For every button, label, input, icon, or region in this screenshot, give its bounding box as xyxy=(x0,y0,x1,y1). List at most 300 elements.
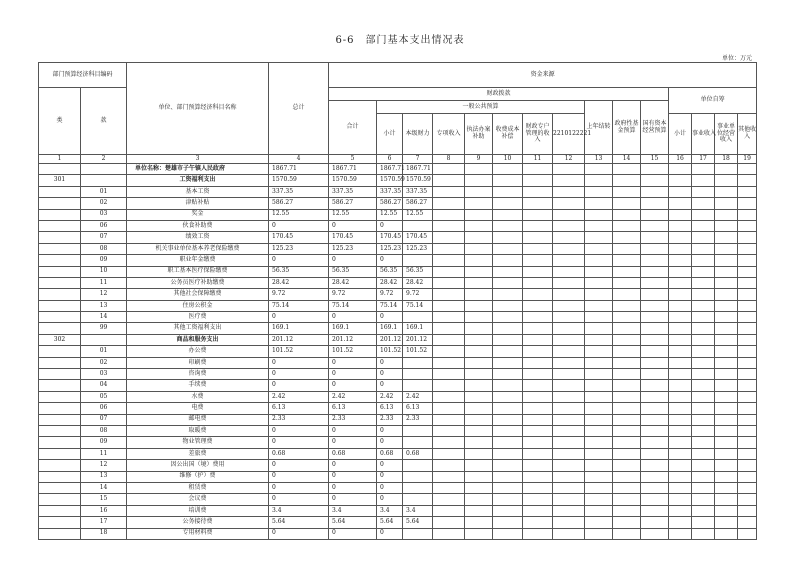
row-value-cell: 0 xyxy=(329,460,377,471)
row-value-cell: 0 xyxy=(377,369,403,380)
row-value-cell xyxy=(613,198,641,209)
row-value-cell xyxy=(465,369,493,380)
row-value-cell: 125.23 xyxy=(377,243,403,254)
row-value-cell xyxy=(585,471,613,482)
row-value-cell: 1867.71 xyxy=(329,164,377,175)
row-value-cell xyxy=(715,300,738,311)
header-fakuan: 执法办案补助 xyxy=(465,114,493,155)
row-lei xyxy=(39,425,81,436)
row-value-cell xyxy=(465,414,493,425)
row-value-cell: 1570.59 xyxy=(269,175,329,186)
row-value-cell xyxy=(553,209,585,220)
row-value-cell: 2.33 xyxy=(269,414,329,425)
row-value-cell xyxy=(585,232,613,243)
row-lei xyxy=(39,312,81,323)
row-value-cell xyxy=(553,243,585,254)
row-lei: 302 xyxy=(39,334,81,345)
row-value-cell: 0 xyxy=(269,220,329,231)
row-value-cell xyxy=(433,494,465,505)
row-value-cell xyxy=(692,312,715,323)
column-index-cell: 9 xyxy=(465,155,493,164)
row-value-cell: 12.55 xyxy=(377,209,403,220)
header-own-subtotal: 小计 xyxy=(669,114,692,155)
row-value-cell xyxy=(493,448,523,459)
row-value-cell xyxy=(465,232,493,243)
row-value-cell xyxy=(553,300,585,311)
row-value-cell xyxy=(715,425,738,436)
table-row xyxy=(39,482,757,493)
row-value-cell xyxy=(585,243,613,254)
table-row xyxy=(39,494,757,505)
row-kuan: 04 xyxy=(81,380,127,391)
row-value-cell xyxy=(553,471,585,482)
header-code-col: 2210122221 xyxy=(553,114,585,155)
row-value-cell xyxy=(523,346,553,357)
row-lei xyxy=(39,414,81,425)
row-value-cell xyxy=(523,437,553,448)
row-value-cell xyxy=(523,323,553,334)
row-kuan: 11 xyxy=(81,448,127,459)
row-name: 取暖费 xyxy=(127,425,269,436)
row-value-cell xyxy=(523,209,553,220)
row-value-cell xyxy=(433,437,465,448)
row-value-cell xyxy=(692,300,715,311)
header-prior: 上年结转 xyxy=(585,101,613,155)
table-row xyxy=(39,175,757,186)
table-row xyxy=(39,323,757,334)
row-value-cell xyxy=(493,243,523,254)
row-value-cell xyxy=(692,175,715,186)
row-value-cell xyxy=(738,164,757,175)
row-value-cell xyxy=(692,471,715,482)
row-value-cell xyxy=(641,391,669,402)
column-index-row xyxy=(39,155,757,164)
row-value-cell xyxy=(738,505,757,516)
row-value-cell xyxy=(553,380,585,391)
row-value-cell: 56.35 xyxy=(329,266,377,277)
row-value-cell xyxy=(669,460,692,471)
row-value-cell xyxy=(715,369,738,380)
row-value-cell xyxy=(523,494,553,505)
row-value-cell xyxy=(585,505,613,516)
row-value-cell xyxy=(641,175,669,186)
row-value-cell: 5.64 xyxy=(377,517,403,528)
row-value-cell xyxy=(553,369,585,380)
row-value-cell xyxy=(669,471,692,482)
row-value-cell xyxy=(692,380,715,391)
row-value-cell xyxy=(692,186,715,197)
row-value-cell xyxy=(493,266,523,277)
row-value-cell xyxy=(692,482,715,493)
row-value-cell: 75.14 xyxy=(269,300,329,311)
row-name: 伙食补助费 xyxy=(127,220,269,231)
row-value-cell xyxy=(553,460,585,471)
row-value-cell xyxy=(403,460,433,471)
row-kuan: 13 xyxy=(81,471,127,482)
row-value-cell xyxy=(433,425,465,436)
row-value-cell xyxy=(585,425,613,436)
table-header xyxy=(39,63,757,164)
row-value-cell xyxy=(523,471,553,482)
row-value-cell xyxy=(715,289,738,300)
row-value-cell xyxy=(641,414,669,425)
row-value-cell xyxy=(585,357,613,368)
row-value-cell xyxy=(493,164,523,175)
row-kuan: 01 xyxy=(81,186,127,197)
row-value-cell xyxy=(585,482,613,493)
row-value-cell: 0 xyxy=(329,494,377,505)
header-unit-name: 单位、部门预算经济科目名称 xyxy=(127,63,269,155)
row-value-cell: 28.42 xyxy=(329,277,377,288)
row-value-cell xyxy=(553,232,585,243)
row-lei xyxy=(39,186,81,197)
row-value-cell xyxy=(465,277,493,288)
row-value-cell xyxy=(433,323,465,334)
row-value-cell: 169.1 xyxy=(269,323,329,334)
row-value-cell xyxy=(738,391,757,402)
header-shiye: 事业收入 xyxy=(692,114,715,155)
row-value-cell xyxy=(738,334,757,345)
row-value-cell: 0 xyxy=(269,369,329,380)
row-value-cell: 0 xyxy=(329,380,377,391)
row-value-cell xyxy=(465,300,493,311)
row-value-cell xyxy=(715,164,738,175)
row-value-cell xyxy=(465,323,493,334)
row-name: 差旅费 xyxy=(127,448,269,459)
row-value-cell xyxy=(641,517,669,528)
row-name: 医疗费 xyxy=(127,312,269,323)
table-row xyxy=(39,266,757,277)
row-value-cell xyxy=(523,255,553,266)
row-value-cell xyxy=(613,425,641,436)
row-value-cell xyxy=(715,414,738,425)
header-fund-source: 资金来源 xyxy=(329,63,757,88)
row-value-cell xyxy=(715,460,738,471)
row-value-cell: 0.68 xyxy=(403,448,433,459)
table-row xyxy=(39,220,757,231)
table-row xyxy=(39,255,757,266)
row-value-cell xyxy=(585,175,613,186)
row-value-cell xyxy=(669,289,692,300)
row-value-cell xyxy=(493,517,523,528)
table-row xyxy=(39,164,757,175)
row-value-cell xyxy=(715,517,738,528)
row-value-cell xyxy=(715,437,738,448)
row-value-cell xyxy=(523,528,553,539)
row-value-cell xyxy=(613,448,641,459)
row-value-cell xyxy=(692,209,715,220)
row-value-cell xyxy=(613,357,641,368)
row-kuan: 11 xyxy=(81,277,127,288)
row-value-cell: 125.23 xyxy=(329,243,377,254)
row-value-cell xyxy=(613,528,641,539)
row-name: 奖金 xyxy=(127,209,269,220)
row-lei xyxy=(39,391,81,402)
row-value-cell xyxy=(433,220,465,231)
header-kuan: 款 xyxy=(81,88,127,155)
row-value-cell xyxy=(493,357,523,368)
row-value-cell xyxy=(403,425,433,436)
row-value-cell: 0 xyxy=(329,255,377,266)
row-name: 租赁费 xyxy=(127,482,269,493)
row-value-cell xyxy=(669,403,692,414)
row-value-cell: 2.42 xyxy=(269,391,329,402)
row-value-cell: 12.55 xyxy=(329,209,377,220)
row-value-cell xyxy=(523,266,553,277)
column-index-cell: 17 xyxy=(692,155,715,164)
row-value-cell xyxy=(523,517,553,528)
table-row xyxy=(39,517,757,528)
row-value-cell xyxy=(585,277,613,288)
row-value-cell: 337.35 xyxy=(329,186,377,197)
row-value-cell: 0 xyxy=(377,471,403,482)
row-lei xyxy=(39,437,81,448)
row-value-cell xyxy=(433,403,465,414)
row-value-cell xyxy=(553,312,585,323)
row-kuan: 03 xyxy=(81,369,127,380)
row-value-cell xyxy=(738,255,757,266)
row-value-cell: 1570.59 xyxy=(329,175,377,186)
row-value-cell xyxy=(553,346,585,357)
row-value-cell: 75.14 xyxy=(377,300,403,311)
row-value-cell xyxy=(553,198,585,209)
row-value-cell: 201.12 xyxy=(329,334,377,345)
row-value-cell xyxy=(669,198,692,209)
row-value-cell: 0 xyxy=(377,528,403,539)
row-value-cell xyxy=(641,323,669,334)
row-value-cell xyxy=(692,528,715,539)
row-value-cell xyxy=(585,164,613,175)
row-value-cell xyxy=(613,517,641,528)
row-value-cell xyxy=(493,220,523,231)
row-value-cell xyxy=(613,186,641,197)
row-value-cell xyxy=(669,528,692,539)
row-value-cell: 2.42 xyxy=(403,391,433,402)
row-value-cell xyxy=(738,482,757,493)
row-kuan: 05 xyxy=(81,391,127,402)
row-value-cell xyxy=(493,209,523,220)
row-value-cell xyxy=(553,255,585,266)
page-title: 6-6 部门基本支出情况表 xyxy=(335,35,465,46)
row-value-cell xyxy=(493,505,523,516)
row-value-cell: 0 xyxy=(269,380,329,391)
row-value-cell: 0 xyxy=(377,380,403,391)
row-value-cell xyxy=(692,414,715,425)
row-value-cell xyxy=(692,334,715,345)
row-lei: 301 xyxy=(39,175,81,186)
row-value-cell: 0 xyxy=(269,425,329,436)
row-value-cell xyxy=(553,164,585,175)
row-value-cell xyxy=(669,380,692,391)
row-value-cell xyxy=(465,266,493,277)
row-value-cell xyxy=(613,312,641,323)
row-value-cell: 2.42 xyxy=(377,391,403,402)
row-value-cell xyxy=(669,164,692,175)
row-value-cell xyxy=(585,209,613,220)
row-value-cell xyxy=(433,255,465,266)
row-value-cell xyxy=(738,494,757,505)
row-value-cell xyxy=(715,220,738,231)
row-value-cell xyxy=(738,448,757,459)
header-shoufei: 收费成本补偿 xyxy=(493,114,523,155)
row-value-cell xyxy=(493,300,523,311)
row-value-cell xyxy=(433,517,465,528)
header-stateasset: 国有资本经营预算 xyxy=(641,101,669,155)
row-value-cell xyxy=(433,346,465,357)
row-lei xyxy=(39,289,81,300)
row-value-cell xyxy=(523,243,553,254)
row-value-cell xyxy=(669,277,692,288)
row-value-cell xyxy=(669,425,692,436)
row-value-cell xyxy=(641,243,669,254)
row-value-cell xyxy=(613,209,641,220)
row-name: 物业管理费 xyxy=(127,437,269,448)
row-value-cell xyxy=(613,391,641,402)
row-value-cell xyxy=(433,209,465,220)
row-value-cell xyxy=(523,391,553,402)
table-row xyxy=(39,300,757,311)
row-value-cell xyxy=(433,528,465,539)
row-kuan xyxy=(81,334,127,345)
row-value-cell: 56.35 xyxy=(377,266,403,277)
row-value-cell xyxy=(613,482,641,493)
row-value-cell xyxy=(523,198,553,209)
row-value-cell: 0 xyxy=(269,255,329,266)
row-value-cell xyxy=(523,448,553,459)
row-value-cell: 5.64 xyxy=(269,517,329,528)
row-name: 基本工资 xyxy=(127,186,269,197)
row-value-cell: 0 xyxy=(377,494,403,505)
column-index-cell: 15 xyxy=(641,155,669,164)
row-value-cell xyxy=(613,289,641,300)
row-value-cell xyxy=(553,448,585,459)
row-value-cell xyxy=(641,369,669,380)
row-value-cell xyxy=(553,175,585,186)
row-value-cell xyxy=(523,460,553,471)
row-value-cell: 9.72 xyxy=(329,289,377,300)
row-lei xyxy=(39,300,81,311)
row-value-cell xyxy=(669,414,692,425)
row-value-cell xyxy=(641,357,669,368)
row-value-cell xyxy=(738,289,757,300)
row-value-cell xyxy=(585,323,613,334)
row-value-cell xyxy=(493,312,523,323)
row-value-cell xyxy=(613,243,641,254)
row-value-cell xyxy=(613,403,641,414)
expenditure-table-container xyxy=(38,62,756,540)
row-value-cell xyxy=(403,369,433,380)
row-value-cell xyxy=(585,448,613,459)
row-value-cell: 0 xyxy=(329,357,377,368)
row-value-cell xyxy=(715,494,738,505)
row-value-cell xyxy=(493,198,523,209)
row-value-cell xyxy=(523,186,553,197)
row-value-cell xyxy=(641,346,669,357)
expenditure-table xyxy=(38,62,757,540)
row-kuan: 01 xyxy=(81,346,127,357)
header-subtotal: 合计 xyxy=(329,101,377,155)
header-fiscal: 财政拨款 xyxy=(329,88,669,101)
row-value-cell xyxy=(692,220,715,231)
row-value-cell xyxy=(613,460,641,471)
row-value-cell xyxy=(715,357,738,368)
row-value-cell xyxy=(715,277,738,288)
row-value-cell xyxy=(613,300,641,311)
row-value-cell: 28.42 xyxy=(403,277,433,288)
row-value-cell xyxy=(641,471,669,482)
row-value-cell xyxy=(465,403,493,414)
row-value-cell: 2.33 xyxy=(403,414,433,425)
row-value-cell: 6.13 xyxy=(269,403,329,414)
table-row xyxy=(39,471,757,482)
row-value-cell xyxy=(403,255,433,266)
row-kuan: 08 xyxy=(81,243,127,254)
column-index-cell: 11 xyxy=(523,155,553,164)
row-value-cell xyxy=(738,346,757,357)
row-value-cell xyxy=(465,425,493,436)
row-value-cell xyxy=(523,220,553,231)
column-index-cell: 13 xyxy=(585,155,613,164)
row-lei xyxy=(39,482,81,493)
row-value-cell xyxy=(613,380,641,391)
row-lei xyxy=(39,323,81,334)
row-name: 其他社会保障缴费 xyxy=(127,289,269,300)
row-value-cell xyxy=(738,437,757,448)
row-value-cell xyxy=(613,471,641,482)
row-value-cell xyxy=(738,300,757,311)
row-value-cell xyxy=(641,312,669,323)
row-value-cell: 0.68 xyxy=(269,448,329,459)
column-index-cell: 5 xyxy=(329,155,377,164)
row-value-cell xyxy=(738,220,757,231)
row-kuan: 06 xyxy=(81,403,127,414)
table-row xyxy=(39,403,757,414)
row-value-cell xyxy=(403,494,433,505)
row-lei xyxy=(39,266,81,277)
row-value-cell xyxy=(553,437,585,448)
row-value-cell: 169.1 xyxy=(377,323,403,334)
row-kuan: 03 xyxy=(81,209,127,220)
row-value-cell: 586.27 xyxy=(377,198,403,209)
row-value-cell xyxy=(433,471,465,482)
row-value-cell xyxy=(715,471,738,482)
row-value-cell: 0 xyxy=(329,425,377,436)
row-value-cell xyxy=(523,505,553,516)
row-value-cell: 0 xyxy=(377,357,403,368)
row-value-cell xyxy=(738,357,757,368)
row-value-cell xyxy=(585,220,613,231)
row-value-cell xyxy=(585,369,613,380)
row-value-cell xyxy=(585,312,613,323)
row-value-cell xyxy=(738,425,757,436)
row-value-cell xyxy=(433,266,465,277)
row-value-cell xyxy=(523,357,553,368)
row-kuan xyxy=(81,164,127,175)
row-lei xyxy=(39,209,81,220)
row-value-cell: 1867.71 xyxy=(269,164,329,175)
row-kuan: 07 xyxy=(81,414,127,425)
row-value-cell xyxy=(692,437,715,448)
row-name: 职业年金缴费 xyxy=(127,255,269,266)
row-value-cell xyxy=(585,300,613,311)
row-value-cell xyxy=(692,517,715,528)
row-value-cell xyxy=(523,403,553,414)
row-lei xyxy=(39,494,81,505)
row-value-cell xyxy=(715,403,738,414)
row-value-cell xyxy=(465,255,493,266)
row-kuan: 09 xyxy=(81,255,127,266)
row-value-cell xyxy=(715,232,738,243)
